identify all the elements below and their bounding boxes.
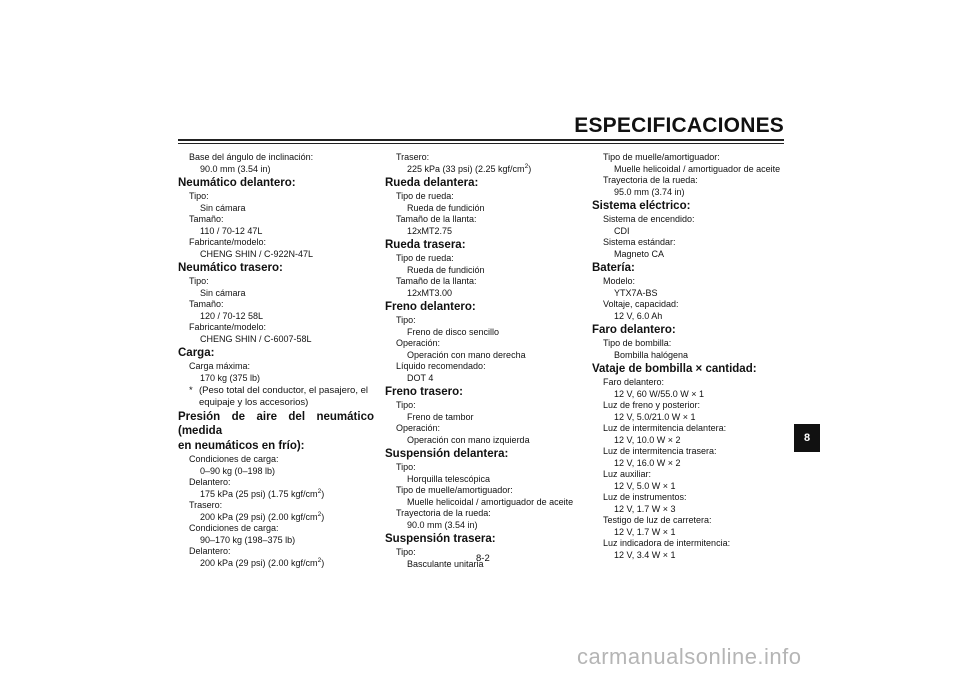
spec-label <box>385 361 585 373</box>
spec-text: CHENG SHIN / C-6007-58L <box>200 333 312 344</box>
section-heading <box>385 447 585 461</box>
spec-text-suffix: ) <box>321 488 325 499</box>
spec-label <box>385 191 585 203</box>
superscript: 2 <box>524 162 529 170</box>
spec-text: 12 V, 6.0 Ah <box>614 310 663 321</box>
spec-label <box>178 523 374 535</box>
spec-text: Rueda de fundición <box>407 264 485 275</box>
spec-text: Condiciones de carga: <box>189 454 279 464</box>
spec-text: Sistema de encendido: <box>603 214 695 224</box>
spec-text: Presión de aire del neumático (medida <box>178 411 374 437</box>
page-title: ESPECIFICACIONES <box>574 114 784 137</box>
section-heading <box>592 362 792 376</box>
spec-label <box>178 276 374 288</box>
spec-column-1 <box>178 152 374 569</box>
spec-label <box>385 423 585 435</box>
spec-text: 175 kPa (25 psi) (1.75 kgf/cm <box>200 488 318 499</box>
section-heading <box>178 410 374 438</box>
spec-text: Líquido recomendado: <box>396 361 486 371</box>
spec-text: 12 V, 5.0 W × 1 <box>614 480 676 491</box>
spec-label <box>592 299 792 311</box>
spec-text: Tipo: <box>396 315 416 325</box>
footnote-continuation: equipaje y los accesorios) <box>199 397 309 408</box>
spec-text: Fabricante/modelo: <box>189 322 267 332</box>
spec-text: Basculante unitaria <box>407 558 484 569</box>
spec-text: 90.0 mm (3.54 in) <box>407 519 478 530</box>
spec-text: CHENG SHIN / C-922N-47L <box>200 248 314 259</box>
spec-label <box>592 175 792 187</box>
spec-text: Trasero: <box>396 152 430 162</box>
spec-text: Batería: <box>592 262 635 274</box>
section-heading <box>178 439 374 453</box>
title-rule <box>178 139 784 141</box>
spec-text: Faro delantero: <box>592 324 676 336</box>
spec-label <box>385 400 585 412</box>
spec-value <box>592 550 792 562</box>
spec-text: Suspensión delantera: <box>385 448 509 460</box>
spec-text: Tipo de rueda: <box>396 253 454 263</box>
spec-text: 90–170 kg (198–375 lb) <box>200 534 296 545</box>
spec-text: Trasero: <box>189 500 223 510</box>
section-heading <box>385 385 585 399</box>
spec-value <box>178 489 374 501</box>
spec-text: Neumático delantero: <box>178 177 296 189</box>
spec-text: Luz de intermitencia trasera: <box>603 446 717 456</box>
spec-text: Freno trasero: <box>385 386 463 398</box>
spec-text: Suspensión trasera: <box>385 533 496 545</box>
spec-value <box>385 164 585 176</box>
spec-text: 90.0 mm (3.54 in) <box>200 163 271 174</box>
spec-text: Tamaño de la llanta: <box>396 214 477 224</box>
spec-text: Operación: <box>396 423 441 433</box>
spec-label <box>592 338 792 350</box>
spec-text: Operación con mano derecha <box>407 349 526 360</box>
spec-label <box>178 361 374 373</box>
spec-value <box>178 535 374 547</box>
footnote <box>178 385 374 409</box>
spec-text: Testigo de luz de carretera: <box>603 515 712 525</box>
spec-label <box>592 400 792 412</box>
spec-value <box>592 458 792 470</box>
spec-value <box>592 187 792 199</box>
spec-text: Rueda trasera: <box>385 239 466 251</box>
spec-label <box>178 546 374 558</box>
section-heading <box>178 261 374 275</box>
section-heading <box>385 532 585 546</box>
spec-text: Tamaño de la llanta: <box>396 276 477 286</box>
section-heading <box>592 323 792 337</box>
spec-column-3 <box>592 152 792 561</box>
spec-value <box>592 481 792 493</box>
spec-label <box>385 315 585 327</box>
spec-text: 0–90 kg (0–198 lb) <box>200 465 276 476</box>
section-heading <box>385 176 585 190</box>
spec-label <box>385 253 585 265</box>
spec-text: Tipo de rueda: <box>396 191 454 201</box>
chapter-tab: 8 <box>794 424 820 452</box>
spec-text: Tamaño: <box>189 299 224 309</box>
spec-text: Operación: <box>396 338 441 348</box>
spec-text: 12 V, 1.7 W × 1 <box>614 526 676 537</box>
spec-text: Faro delantero: <box>603 377 665 387</box>
spec-label <box>592 214 792 226</box>
footnote-text: (Peso total del conductor, el pasajero, el <box>199 385 368 396</box>
section-heading <box>592 199 792 213</box>
spec-value <box>385 497 585 509</box>
footnote-marker: * <box>189 385 193 396</box>
spec-value <box>592 412 792 424</box>
superscript: 2 <box>317 510 322 518</box>
watermark: carmanualsonline.info <box>577 644 802 669</box>
spec-label <box>385 338 585 350</box>
spec-text: Vataje de bombilla × cantidad: <box>592 363 757 375</box>
spec-value <box>178 558 374 570</box>
spec-label <box>592 152 792 164</box>
spec-value <box>592 435 792 447</box>
spec-text: Tamaño: <box>189 214 224 224</box>
spec-text: Horquilla telescópica <box>407 473 491 484</box>
spec-value <box>385 474 585 486</box>
spec-text: 225 kPa (33 psi) (2.25 kgf/cm <box>407 163 525 174</box>
spec-text: Tipo: <box>189 276 209 286</box>
spec-value <box>592 249 792 261</box>
spec-label <box>592 446 792 458</box>
spec-text: Sistema estándar: <box>603 237 676 247</box>
spec-label <box>178 191 374 203</box>
spec-value <box>592 389 792 401</box>
spec-text: Muelle helicoidal / amortiguador de aceite <box>407 496 574 507</box>
spec-label <box>178 237 374 249</box>
spec-text: Freno de tambor <box>407 411 474 422</box>
spec-value <box>178 226 374 238</box>
spec-text: Delantero: <box>189 477 231 487</box>
spec-value <box>178 249 374 261</box>
spec-label <box>178 454 374 466</box>
spec-label <box>592 538 792 550</box>
spec-column-2 <box>385 152 585 570</box>
spec-text: 110 / 70-12 47L <box>200 225 263 236</box>
spec-text: 12 V, 1.7 W × 3 <box>614 503 676 514</box>
spec-value <box>385 520 585 532</box>
spec-value <box>385 288 585 300</box>
spec-text: 12 V, 5.0/21.0 W × 1 <box>614 411 696 422</box>
spec-text: 12 V, 3.4 W × 1 <box>614 549 676 560</box>
spec-text: 12xMT3.00 <box>407 287 453 298</box>
spec-text: Luz auxiliar: <box>603 469 652 479</box>
spec-value <box>178 466 374 478</box>
spec-text: Luz de intermitencia delantera: <box>603 423 727 433</box>
section-heading <box>385 238 585 252</box>
spec-text: Luz de instrumentos: <box>603 492 687 502</box>
spec-text: 170 kg (375 lb) <box>200 372 261 383</box>
spec-text: Fabricante/modelo: <box>189 237 267 247</box>
spec-text: Tipo: <box>396 400 416 410</box>
spec-value <box>385 226 585 238</box>
spec-text: Tipo: <box>396 547 416 557</box>
spec-text: Magneto CA <box>614 248 665 259</box>
spec-text: Sistema eléctrico: <box>592 200 691 212</box>
spec-text: 12 V, 16.0 W × 2 <box>614 457 681 468</box>
spec-text: Operación con mano izquierda <box>407 434 530 445</box>
spec-text: 12 V, 60 W/55.0 W × 1 <box>614 388 704 399</box>
page-number: 8-2 <box>476 553 490 564</box>
spec-label <box>178 500 374 512</box>
spec-text: Freno delantero: <box>385 301 476 313</box>
spec-text: Rueda de fundición <box>407 202 485 213</box>
spec-value <box>385 435 585 447</box>
spec-text: Base del ángulo de inclinación: <box>189 152 314 162</box>
spec-label <box>178 322 374 334</box>
spec-value <box>178 311 374 323</box>
spec-value <box>178 288 374 300</box>
spec-text: Bombilla halógena <box>614 349 689 360</box>
spec-text: Tipo de bombilla: <box>603 338 672 348</box>
spec-text: Tipo de muelle/amortiguador: <box>396 485 513 495</box>
spec-value <box>592 226 792 238</box>
spec-label <box>178 299 374 311</box>
spec-label <box>178 214 374 226</box>
spec-value <box>592 350 792 362</box>
spec-text: DOT 4 <box>407 372 434 383</box>
spec-value <box>385 373 585 385</box>
spec-text: CDI <box>614 225 630 236</box>
section-heading <box>178 346 374 360</box>
spec-text: Voltaje, capacidad: <box>603 299 679 309</box>
spec-text: en neumáticos en frío): <box>178 440 305 452</box>
spec-label <box>385 485 585 497</box>
spec-text: 12 V, 10.0 W × 2 <box>614 434 681 445</box>
spec-text: Rueda delantera: <box>385 177 479 189</box>
superscript: 2 <box>317 556 322 564</box>
spec-value <box>592 311 792 323</box>
spec-value <box>385 350 585 362</box>
spec-text-suffix: ) <box>321 511 325 522</box>
spec-text: 200 kPa (29 psi) (2.00 kgf/cm <box>200 557 318 568</box>
spec-label <box>178 477 374 489</box>
spec-label <box>178 152 374 164</box>
spec-text: 95.0 mm (3.74 in) <box>614 186 685 197</box>
spec-label <box>592 276 792 288</box>
spec-text: Carga máxima: <box>189 361 251 371</box>
spec-label <box>592 423 792 435</box>
spec-text: Muelle helicoidal / amortiguador de aceite <box>614 163 781 174</box>
spec-value <box>178 334 374 346</box>
spec-text-suffix: ) <box>528 163 532 174</box>
spec-text: Carga: <box>178 347 215 359</box>
spec-text: YTX7A-BS <box>614 287 658 298</box>
section-heading <box>592 261 792 275</box>
spec-text: Luz indicadora de intermitencia: <box>603 538 731 548</box>
spec-label <box>592 237 792 249</box>
spec-text: Condiciones de carga: <box>189 523 279 533</box>
spec-value <box>385 265 585 277</box>
spec-value <box>178 164 374 176</box>
title-rule-thin <box>178 143 784 144</box>
spec-value <box>385 203 585 215</box>
spec-label <box>385 276 585 288</box>
spec-text: Neumático trasero: <box>178 262 283 274</box>
section-heading <box>385 300 585 314</box>
spec-label <box>385 508 585 520</box>
spec-value <box>178 373 374 385</box>
spec-label <box>385 462 585 474</box>
spec-text: Sin cámara <box>200 287 246 298</box>
spec-value <box>178 512 374 524</box>
spec-text: Sin cámara <box>200 202 246 213</box>
spec-text: Trayectoria de la rueda: <box>396 508 491 518</box>
spec-text: Luz de freno y posterior: <box>603 400 701 410</box>
spec-text: Freno de disco sencillo <box>407 326 500 337</box>
spec-value <box>385 327 585 339</box>
spec-label <box>592 515 792 527</box>
spec-text: 120 / 70-12 58L <box>200 310 264 321</box>
spec-text-suffix: ) <box>321 557 325 568</box>
spec-label <box>592 469 792 481</box>
spec-text: Tipo: <box>189 191 209 201</box>
spec-text: Modelo: <box>603 276 636 286</box>
superscript: 2 <box>317 487 322 495</box>
spec-text: Tipo: <box>396 462 416 472</box>
spec-value <box>592 527 792 539</box>
spec-label <box>592 492 792 504</box>
spec-text: Delantero: <box>189 546 231 556</box>
spec-value <box>592 164 792 176</box>
spec-text: Trayectoria de la rueda: <box>603 175 698 185</box>
spec-value <box>385 412 585 424</box>
spec-value <box>592 288 792 300</box>
spec-text: Tipo de muelle/amortiguador: <box>603 152 720 162</box>
spec-label <box>385 214 585 226</box>
spec-value <box>592 504 792 516</box>
spec-text: 200 kPa (29 psi) (2.00 kgf/cm <box>200 511 318 522</box>
spec-label <box>385 152 585 164</box>
spec-label <box>592 377 792 389</box>
section-heading <box>178 176 374 190</box>
spec-value <box>178 203 374 215</box>
spec-text: 12xMT2.75 <box>407 225 453 236</box>
